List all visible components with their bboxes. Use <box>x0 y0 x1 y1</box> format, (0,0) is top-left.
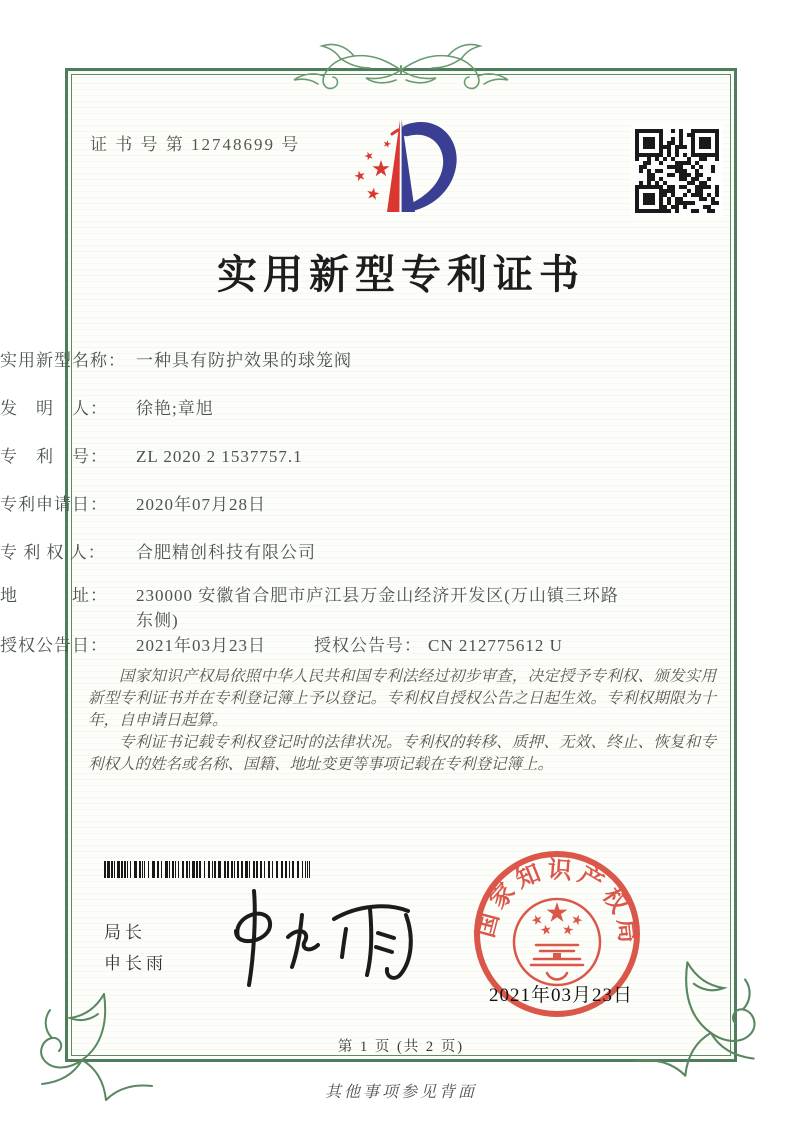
certificate-title: 实用新型专利证书 <box>217 252 585 297</box>
field-value: 一种具有防护效果的球笼阀 <box>136 351 352 370</box>
field-label: 发 明 人： <box>0 399 108 418</box>
field-value: CN 212775612 U <box>428 636 563 655</box>
page-number: 第 1 页 (共 2 页) <box>337 1039 465 1055</box>
legal-paragraph-2: 专利证书记载专利权登记时的法律状况。专利权的转移、质押、无效、终止、恢复和专利权人的姓名或名称、国籍、地址变更等事项记载在专利登记簿上。 <box>88 734 716 773</box>
field-inventor <box>0 396 628 421</box>
field-value: 2020年07月28日 <box>136 495 266 514</box>
field-value: 合肥精创科技有限公司 <box>136 543 316 562</box>
handwritten-signature <box>222 885 457 990</box>
legal-paragraph-1: 国家知识产权局依照中华人民共和国专利法经过初步审查，决定授予专利权、颁发实用新型专利证书并在专利登记簿上予以登记。专利权自授权公告之日起生效。专利权期限为十年，自申请日起算。 <box>88 668 716 729</box>
field-value: 230000 安徽省合肥市庐江县万金山经济开发区(万山镇三环路东侧) <box>136 586 619 630</box>
commissioner-name: 申长雨 <box>104 954 167 973</box>
field-address <box>0 583 628 633</box>
field-patentee <box>0 540 628 565</box>
field-patent-number <box>0 444 628 469</box>
field-label: 授权公告号： <box>314 636 422 655</box>
back-side-note: 其他事项参见背面 <box>324 1084 477 1101</box>
certificate-number: 证 书 号 第 12748699 号 <box>90 135 301 154</box>
seal-ring-text: 国家知识产权局 <box>473 857 642 950</box>
field-value: ZL 2020 2 1537757.1 <box>136 447 303 466</box>
field-label: 专利申请日： <box>0 495 108 514</box>
field-value: 徐艳;章旭 <box>136 399 214 418</box>
field-utility-model-name <box>0 348 628 373</box>
field-label: 地 址： <box>0 586 108 605</box>
field-filing-date <box>0 492 628 517</box>
barcode <box>104 861 310 878</box>
commissioner-title: 局长 <box>104 923 146 942</box>
field-grant-row <box>0 633 628 658</box>
field-label: 实用新型名称： <box>0 351 126 370</box>
field-grant-number <box>314 633 563 658</box>
field-label: 授权公告日： <box>0 636 108 655</box>
bottom-right-flourish-ornament <box>628 956 766 1082</box>
top-flourish-ornament <box>288 36 514 98</box>
cnipa-logo-icon <box>342 112 462 222</box>
field-label: 专 利 权 人： <box>0 543 106 562</box>
legal-text <box>88 666 716 776</box>
qr-code <box>631 125 723 217</box>
field-label: 专 利 号： <box>0 447 108 466</box>
grant-seal-date: 2021年03月23日 <box>489 985 634 1006</box>
field-value: 2021年03月23日 <box>136 636 266 655</box>
